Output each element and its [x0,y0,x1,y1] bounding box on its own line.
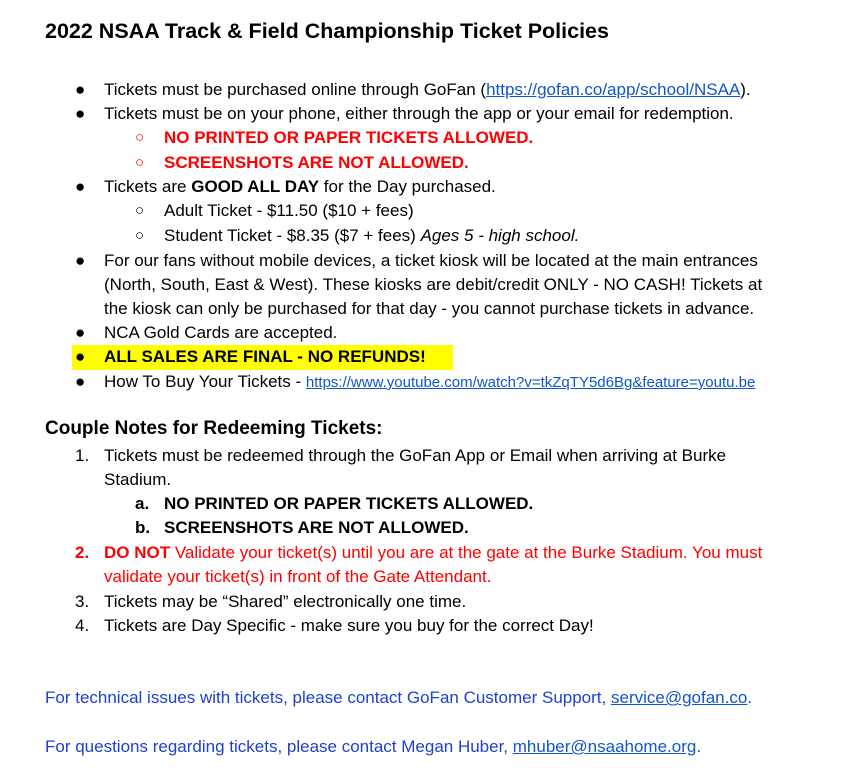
sub-item-no-screenshots: SCREENSHOTS ARE NOT ALLOWED. [164,153,469,172]
bullet-item-gold-cards: NCA Gold Cards are accepted. [104,323,338,342]
note-3: Tickets may be “Shared” electronically one time. [104,592,467,611]
note-2-line1: DO NOT Validate your ticket(s) until you are at the gate at the Burke Stadium. You must [104,543,763,562]
youtube-link[interactable]: https://www.youtube.com/watch?v=tkZqTY5d6Bg&feature=youtu.be [305,374,756,391]
bullet-item-kiosk-line1: For our fans without mobile devices, a ticket kiosk will be located at the main entrances [104,251,758,270]
list-letter: b. [135,518,151,537]
bullet-item-purchase: Tickets must be purchased online through GoFan (https://gofan.co/app/school/NSAA). [104,80,751,99]
nsaa-email-link[interactable]: mhuber@nsaahome.org [512,737,697,756]
list-number: 2. [75,543,90,562]
sub-bullet-marker: ○ [135,154,145,171]
bullet-item-how-to-buy: How To Buy Your Tickets - https://www.youtube.com/watch?v=tkZqTY5d6Bg&feature=youtu.be [104,372,756,391]
page-title: 2022 NSAA Track & Field Championship Ticket Policies [45,19,609,43]
note-1-line2: Stadium. [104,470,172,489]
sub-item-no-paper: NO PRINTED OR PAPER TICKETS ALLOWED. [164,128,534,147]
list-letter: a. [135,494,150,513]
bullet-marker: ● [75,347,86,366]
bullet-item-good-all-day: Tickets are GOOD ALL DAY for the Day purchased. [104,177,496,196]
bullet-marker: ● [75,251,86,270]
bullet-marker: ● [75,104,86,123]
note-1a: NO PRINTED OR PAPER TICKETS ALLOWED. [164,494,534,513]
bullet-item-phone: Tickets must be on your phone, either through the app or your email for redemption. [104,104,734,123]
sub-item-student-price: Student Ticket - $8.35 ($7 + fees) Ages 5 - high school. [164,226,580,245]
bullet-marker: ● [75,323,86,342]
note-2-line2: validate your ticket(s) in front of the Gate Attendant. [104,567,492,586]
gofan-link[interactable]: https://gofan.co/app/school/NSAA [486,80,741,99]
note-1-line1: Tickets must be redeemed through the GoFan App or Email when arriving at Burke [104,446,727,465]
list-number: 4. [75,616,90,635]
contact-nsaa: For questions regarding tickets, please contact Megan Huber, mhuber@nsaahome.org. [45,737,702,756]
notes-heading: Couple Notes for Redeeming Tickets: [45,418,383,439]
bullet-item-final-sales: ALL SALES ARE FINAL - NO REFUNDS! [104,347,426,366]
note-1b: SCREENSHOTS ARE NOT ALLOWED. [164,518,469,537]
bullet-marker: ● [75,372,86,391]
sub-bullet-marker: ○ [135,227,145,244]
bullet-marker: ● [75,80,86,99]
bullet-item-kiosk-line2: (North, South, East & West). These kiosks are debit/credit ONLY - NO CASH! Tickets at [104,275,763,294]
bullet-item-kiosk-line3: the kiosk can only be purchased for that day - you cannot purchase tickets in advance. [104,299,755,318]
bullet-marker: ● [75,177,86,196]
list-number: 3. [75,592,90,611]
sub-bullet-marker: ○ [135,202,145,219]
sub-item-adult-price: Adult Ticket - $11.50 ($10 + fees) [164,201,414,220]
note-4: Tickets are Day Specific - make sure you buy for the correct Day! [104,616,594,635]
gofan-email-link[interactable]: service@gofan.co [610,688,748,707]
list-number: 1. [75,446,90,465]
sub-bullet-marker: ○ [135,129,145,146]
contact-gofan: For technical issues with tickets, please contact GoFan Customer Support, service@gofan.co. [45,688,753,707]
